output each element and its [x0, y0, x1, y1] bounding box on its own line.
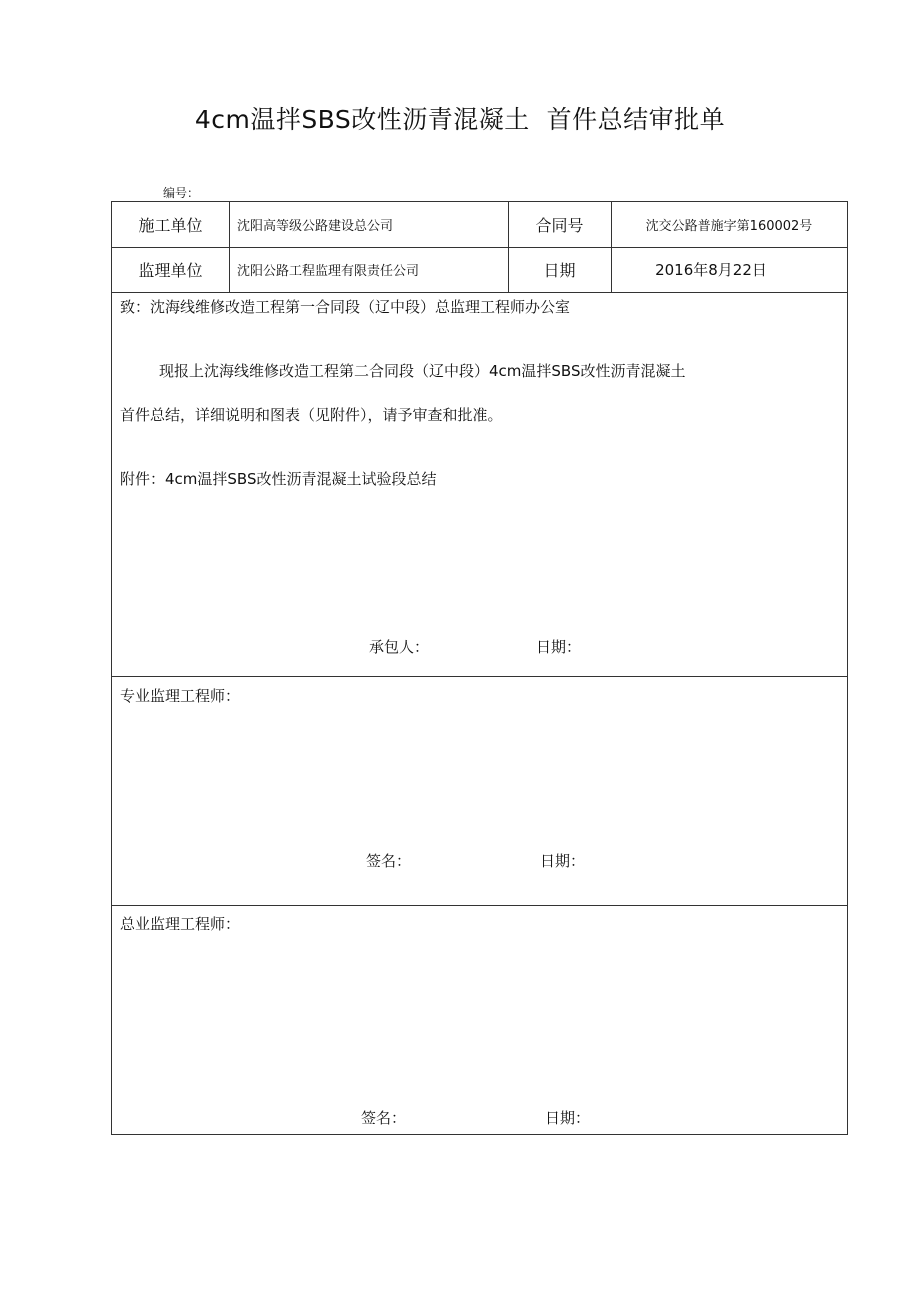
construction-unit-value: 沈阳高等级公路建设总公司 [237, 219, 394, 234]
contractor-label: 承包人： [369, 638, 430, 656]
submission-body-line-1: 现报上沈海线维修改造工程第二合同段（辽中段）4cm温拌SBS改性沥青混凝土 [159, 362, 686, 380]
date-value: 2016年8月22日 [655, 261, 767, 279]
section-divider [112, 905, 847, 906]
specialist-signature-label: 签名： [366, 852, 412, 870]
addressee-text: 致：沈海线维修改造工程第一合同段（辽中段）总监理工程师办公室 [120, 298, 571, 316]
attachment-text: 附件：4cm温拌SBS改性沥青混凝土试验段总结 [120, 470, 437, 488]
construction-unit-label: 施工单位 [138, 216, 203, 235]
supervision-unit-value: 沈阳公路工程监理有限责任公司 [237, 264, 420, 279]
approval-form [111, 201, 848, 1135]
submission-body-line-2: 首件总结，详细说明和图表（见附件），请予审查和批准。 [120, 406, 503, 424]
chief-date-label: 日期： [545, 1109, 591, 1127]
page-title: 4cm温拌SBS改性沥青混凝土 首件总结审批单 [194, 105, 726, 134]
contract-number-label: 合同号 [535, 216, 584, 235]
serial-number-label: 编号： [163, 186, 200, 200]
contract-number-value: 沈交公路普施字第160002号 [645, 219, 813, 234]
section-divider [112, 676, 847, 677]
date-label: 日期 [543, 261, 576, 280]
specialist-engineer-label: 专业监理工程师： [120, 687, 241, 705]
specialist-date-label: 日期： [540, 852, 586, 870]
chief-engineer-label: 总业监理工程师： [120, 915, 241, 933]
contractor-date-label: 日期： [536, 638, 582, 656]
supervision-unit-label: 监理单位 [138, 261, 203, 280]
row-divider [112, 292, 847, 293]
chief-signature-label: 签名： [361, 1109, 407, 1127]
